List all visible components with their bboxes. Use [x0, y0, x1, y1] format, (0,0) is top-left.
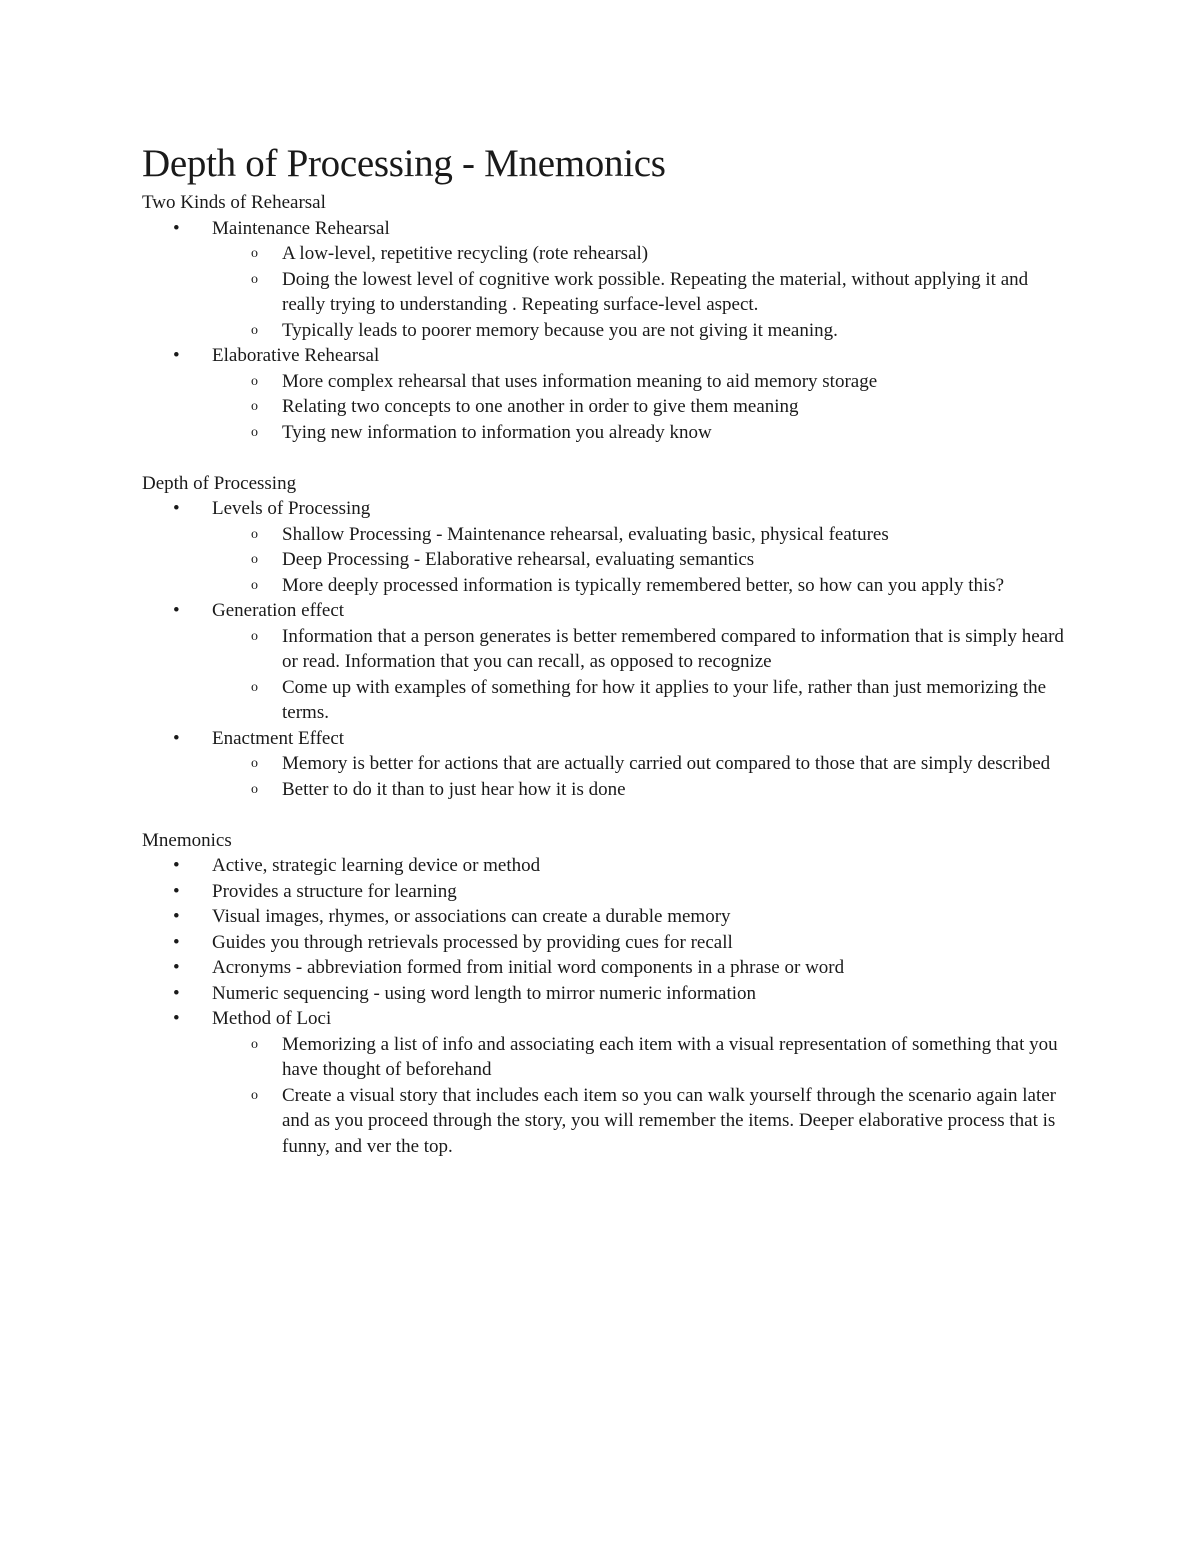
page-title: Depth of Processing - Mnemonics: [142, 142, 666, 185]
list-item: [142, 598, 1072, 726]
list-item: [142, 981, 1072, 1007]
sub-list-item-text: Tying new information to information you already know: [282, 421, 712, 443]
bullet-icon: •: [173, 217, 180, 239]
section-spacer: [142, 802, 1072, 828]
list-item-text: Visual images, rhymes, or associations can create a durable memory: [212, 906, 731, 927]
sub-list-item: [212, 318, 1072, 344]
list-item: [142, 216, 1072, 344]
circle-bullet-icon: o: [251, 1036, 258, 1052]
list-item-text: Maintenance Rehearsal: [212, 217, 390, 239]
circle-bullet-icon: o: [251, 628, 258, 644]
circle-bullet-icon: o: [251, 246, 258, 261]
list-item: [142, 930, 1072, 956]
sub-bullet-list: [251, 369, 1072, 446]
sub-list-item-text: Typically leads to poorer memory because you are not giving it meaning.: [282, 319, 838, 341]
sub-list-item: [212, 369, 1072, 395]
bullet-list: [142, 496, 1072, 802]
sub-list-item: [212, 522, 1072, 548]
bullet-icon: •: [173, 345, 180, 366]
sub-list-item: [212, 751, 1072, 777]
sub-list-item-text: Deep Processing - Elaborative rehearsal, evaluating semantics: [282, 549, 755, 570]
list-item-text: Generation effect: [212, 600, 345, 621]
section-heading: Depth of Processing: [142, 472, 297, 494]
circle-bullet-icon: o: [251, 271, 258, 287]
list-item: [142, 343, 1072, 445]
list-item: [142, 496, 1072, 598]
section-heading: Mnemonics: [142, 829, 232, 851]
list-item: [142, 955, 1072, 981]
sub-list-item-text: Better to do it than to just hear how it is done: [282, 778, 626, 800]
circle-bullet-icon: o: [251, 756, 258, 771]
bullet-icon: •: [173, 982, 180, 1004]
sub-list-item-text: Shallow Processing - Maintenance rehearsal, evaluating basic, physical features: [282, 523, 889, 545]
list-item-text: Provides a structure for learning: [212, 880, 457, 902]
sub-list-item-text: Memorizing a list of info and associating each item with a visual representation of something that you have thought of beforehand: [282, 1033, 1058, 1080]
list-item-text: Acronyms - abbreviation formed from initial word components in a phrase or word: [212, 957, 845, 978]
sub-list-item-text: Information that a person generates is better remembered compared to information that is simply heard or read. Information that you can recall, as opposed to recognize: [282, 625, 1064, 672]
list-item: [142, 726, 1072, 803]
sub-list-item: [212, 777, 1072, 803]
bullet-icon: •: [173, 498, 180, 519]
sub-list-item: [212, 394, 1072, 420]
sub-list-item: [212, 241, 1072, 267]
circle-bullet-icon: o: [251, 373, 258, 389]
circle-bullet-icon: o: [251, 322, 258, 338]
circle-bullet-icon: o: [251, 552, 258, 567]
sub-list-item: [212, 675, 1072, 726]
sub-bullet-list: [251, 751, 1072, 802]
list-item-text: Guides you through retrievals processed by providing cues for recall: [212, 931, 733, 953]
sub-bullet-list: [251, 624, 1072, 726]
list-item: [142, 879, 1072, 905]
list-item: [142, 1006, 1072, 1159]
circle-bullet-icon: o: [251, 399, 258, 414]
sub-list-item: [212, 573, 1072, 599]
section-heading: Two Kinds of Rehearsal: [142, 192, 326, 213]
sub-list-item-text: Come up with examples of something for how it applies to your life, rather than just memorizing the terms.: [282, 676, 1047, 723]
bullet-icon: •: [173, 931, 180, 953]
bullet-icon: •: [173, 600, 180, 621]
sub-list-item-text: Relating two concepts to one another in order to give them meaning: [282, 396, 799, 417]
sub-list-item-text: Create a visual story that includes each item so you can walk yourself through the scenario again later and as you proceed through the story, you will remember the items. Deeper elaborative process that is funny, and ver the top.: [282, 1084, 1056, 1157]
sub-list-item: [212, 624, 1072, 675]
bullet-icon: •: [173, 1008, 180, 1029]
sub-list-item-text: A low-level, repetitive recycling (rote rehearsal): [282, 243, 649, 264]
document-page: [142, 138, 1072, 1159]
sub-list-item: [212, 420, 1072, 446]
list-item-text: Levels of Processing: [212, 498, 371, 519]
circle-bullet-icon: o: [251, 424, 258, 440]
sub-list-item-text: More complex rehearsal that uses information meaning to aid memory storage: [282, 370, 878, 392]
circle-bullet-icon: o: [251, 1087, 258, 1103]
sub-list-item-text: Memory is better for actions that are actually carried out compared to those that are simply described: [282, 753, 1051, 774]
bullet-icon: •: [173, 855, 180, 876]
bullet-icon: •: [173, 727, 180, 749]
section-spacer: [142, 445, 1072, 471]
list-item-text: Enactment Effect: [212, 727, 345, 749]
circle-bullet-icon: o: [251, 577, 258, 593]
sub-bullet-list: [251, 522, 1072, 599]
sub-bullet-list: [251, 1032, 1072, 1160]
bullet-list: [142, 216, 1072, 446]
sub-list-item-text: Doing the lowest level of cognitive work possible. Repeating the material, without applying it and really trying to understanding . Repeating surface-level aspect.: [282, 268, 1029, 315]
circle-bullet-icon: o: [251, 781, 258, 797]
list-item-text: Method of Loci: [212, 1008, 332, 1029]
list-item-text: Active, strategic learning device or method: [212, 855, 541, 876]
circle-bullet-icon: o: [251, 526, 258, 542]
sub-bullet-list: [251, 241, 1072, 343]
document-body: [142, 190, 1072, 1159]
sub-list-item: [212, 267, 1072, 318]
bullet-icon: •: [173, 880, 180, 902]
sub-list-item-text: More deeply processed information is typically remembered better, so how can you apply this?: [282, 574, 1005, 596]
bullet-icon: •: [173, 957, 180, 978]
sub-list-item: [212, 547, 1072, 573]
list-item-text: Elaborative Rehearsal: [212, 345, 380, 366]
circle-bullet-icon: o: [251, 679, 258, 695]
list-item: [142, 904, 1072, 930]
sub-list-item: [212, 1083, 1072, 1160]
sub-list-item: [212, 1032, 1072, 1083]
bullet-list: [142, 853, 1072, 1159]
list-item-text: Numeric sequencing - using word length to mirror numeric information: [212, 982, 757, 1004]
bullet-icon: •: [173, 906, 180, 927]
list-item: [142, 853, 1072, 879]
